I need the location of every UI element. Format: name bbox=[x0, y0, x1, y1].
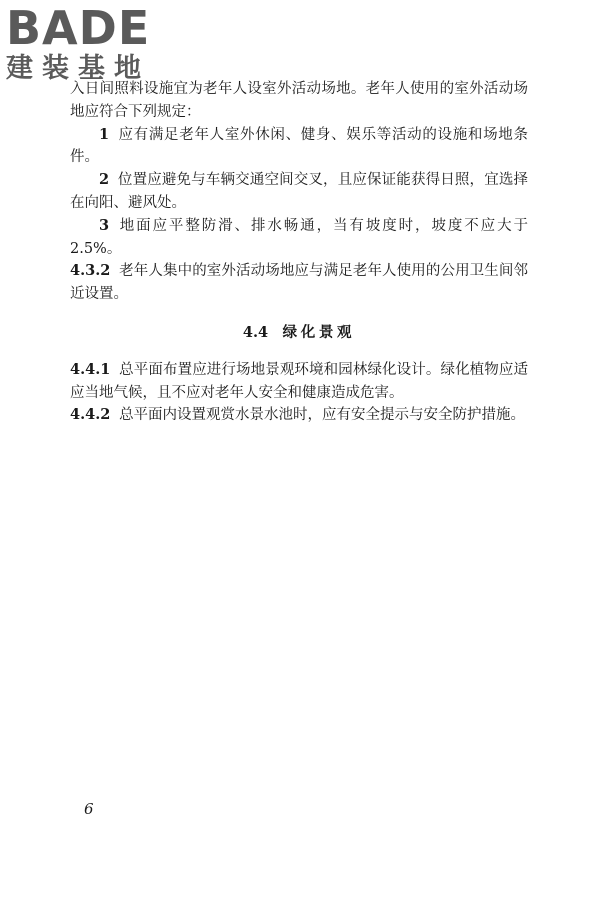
clause-paragraph bbox=[70, 359, 528, 405]
continuation-paragraph bbox=[70, 78, 528, 124]
item-text: 地面应平整防滑、排水畅通，当有坡度时，坡度不应大于2.5%。 bbox=[70, 217, 528, 257]
item-number: 3 bbox=[99, 216, 110, 234]
clause-number: 4.4.2 bbox=[70, 406, 111, 424]
list-item bbox=[70, 124, 528, 170]
section-title: 绿化景观 bbox=[282, 323, 356, 341]
item-text: 应有满足老年人室外休闲、健身、娱乐等活动的设施和场地条件。 bbox=[70, 126, 528, 166]
list-item bbox=[70, 215, 528, 261]
clause-number: 4.4.1 bbox=[70, 360, 111, 378]
page-number: 6 bbox=[84, 800, 94, 818]
item-number: 1 bbox=[99, 125, 110, 143]
clause-number: 4.3.2 bbox=[70, 262, 111, 280]
clause-text: 总平面布置应进行场地景观环境和园林绿化设计。绿化植物应适应当地气候，且不应对老年人安全和健康造成危害。 bbox=[70, 361, 528, 401]
section-heading bbox=[70, 322, 528, 345]
logo-main-text: BADE bbox=[6, 1, 151, 55]
logo-sub-text: 建装基地 bbox=[6, 53, 150, 84]
paragraph-text: 入日间照料设施宜为老年人设室外活动场地。老年人使用的室外活动场地应符合下列规定： bbox=[70, 81, 528, 120]
clause-paragraph bbox=[70, 260, 528, 306]
clause-text: 总平面内设置观赏水景水池时，应有安全提示与安全防护措施。 bbox=[119, 407, 526, 424]
item-text: 位置应避免与车辆交通空间交叉，且应保证能获得日照，宜选择在向阳、避风处。 bbox=[70, 172, 528, 211]
list-item bbox=[70, 169, 528, 215]
item-number: 2 bbox=[99, 171, 110, 189]
section-number: 4.4 bbox=[242, 323, 269, 341]
document-body bbox=[70, 78, 528, 427]
clause-paragraph bbox=[70, 404, 528, 427]
clause-text: 老年人集中的室外活动场地应与满足老年人使用的公用卫生间邻近设置。 bbox=[70, 263, 528, 303]
